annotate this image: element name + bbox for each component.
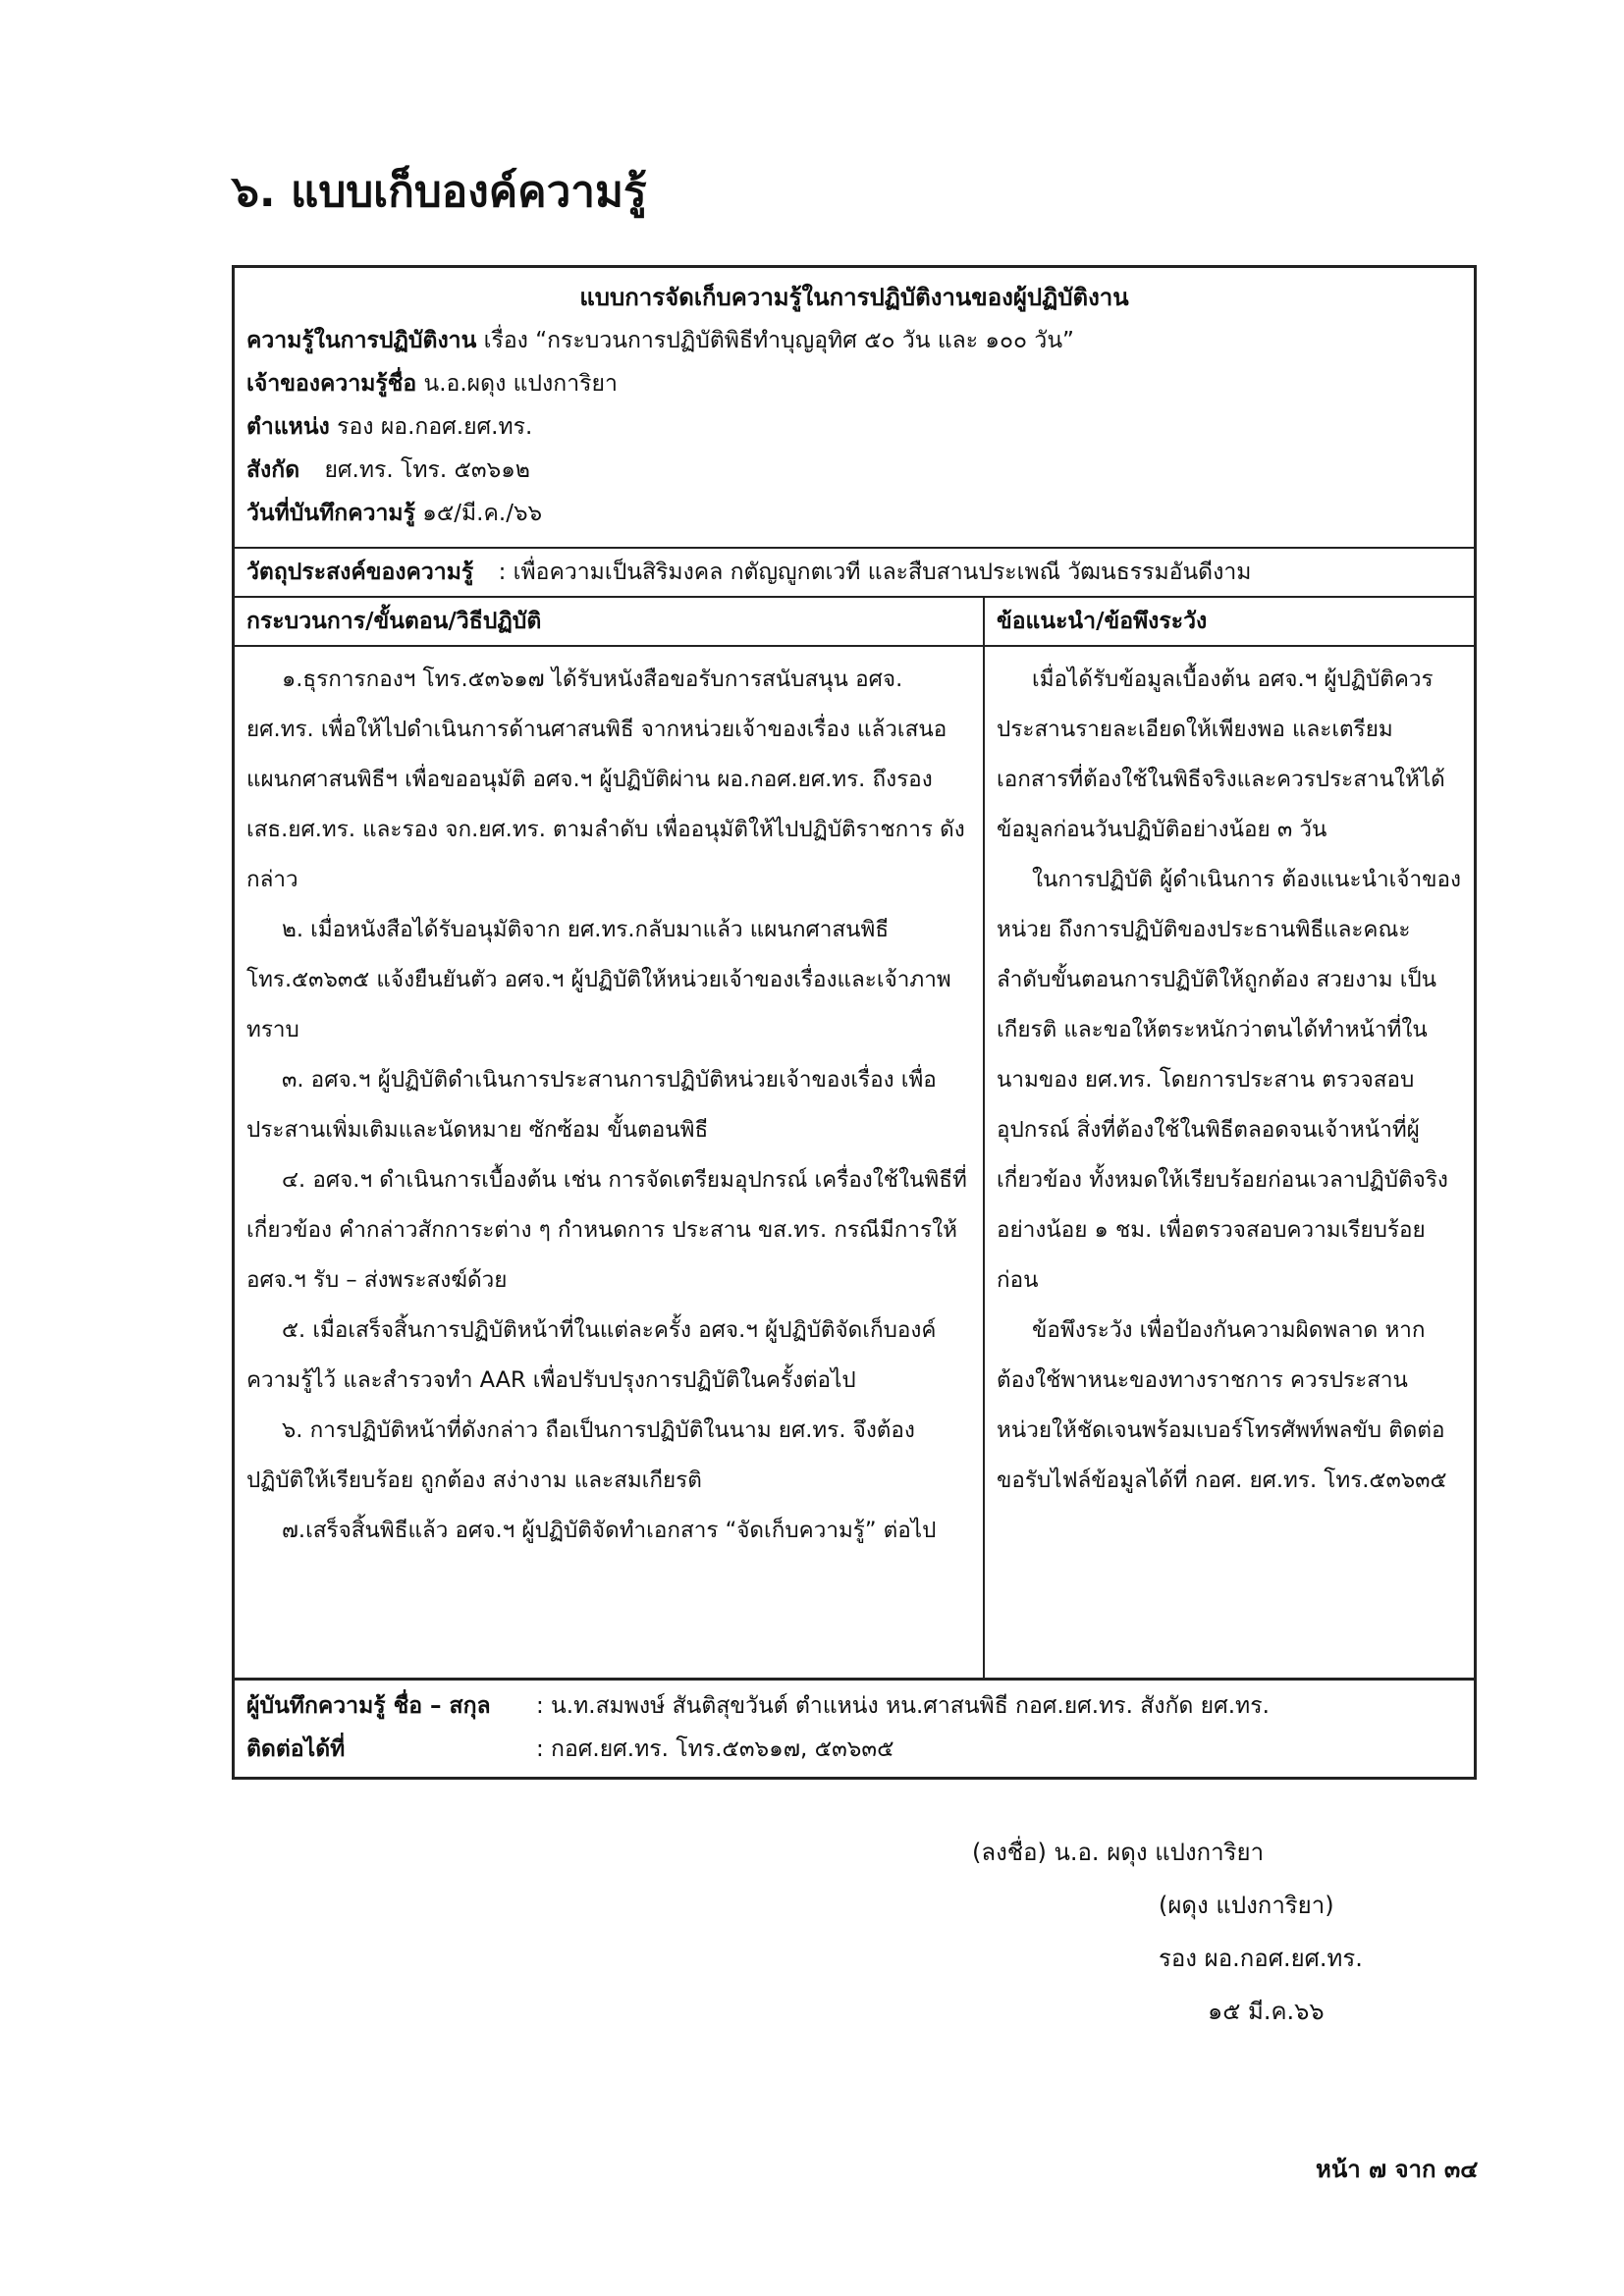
contact-line: [246, 1728, 1462, 1771]
position-value: รอง ผอ.กอศ.ยศ.ทร.: [337, 414, 533, 440]
owner-value: น.อ.ผดุง แปงการิยา: [423, 371, 618, 397]
process-step: ๔. อศจ.ฯ ดำเนินการเบื้องต้น เช่น การจัดเตรียมอุปกรณ์ เครื่องใช้ในพิธีที่เกี่ยวข้อง คำกล่าวสักการะต่าง ๆ กำหนดการ ประสาน ขส.ทร. กรณีมีการให้ อศจ.ฯ รับ – ส่งพระสงฆ์ด้วย: [246, 1167, 967, 1293]
contact-value: : กอศ.ยศ.ทร. โทร.๕๓๖๑๗, ๕๓๖๓๕: [536, 1736, 894, 1762]
date-value: ๑๕/มี.ค./๖๖: [422, 501, 543, 526]
advice-paragraph: เมื่อได้รับข้อมูลเบื้องต้น อศจ.ฯ ผู้ปฏิบัติควรประสานรายละเอียดให้เพียงพอ และเตรียมเอกสารที่ต้องใช้ในพิธีจริงและควรประสานให้ได้ข้อมูลก่อนวันปฏิบัติอย่างน้อย ๓ วัน: [997, 667, 1445, 842]
topic-line: [246, 319, 1462, 362]
objective-row: [235, 549, 1474, 598]
position-label: ตำแหน่ง: [246, 414, 330, 440]
signature-date: ๑๕ มี.ค.๖๖: [1208, 1998, 1325, 2025]
unit-label: สังกัด: [246, 457, 300, 483]
signed-line: (ลงชื่อ) น.อ. ผดุง แปงการิยา: [972, 1839, 1265, 1866]
date-label: วันที่บันทึกความรู้: [246, 501, 415, 526]
columns-body: [235, 647, 1474, 1681]
process-column: [235, 647, 985, 1678]
owner-label: เจ้าของความรู้ชื่อ: [246, 371, 417, 397]
unit-line: [246, 449, 1462, 492]
objective-value: : เพื่อความเป็นสิริมงคล กตัญญูกตเวที และสืบสานประเพณี วัฒนธรรมอันดีงาม: [498, 560, 1252, 585]
advice-column-header: ข้อแนะนำ/ข้อพึงระวัง: [997, 609, 1208, 634]
advice-paragraph: ในการปฏิบัติ ผู้ดำเนินการ ต้องแนะนำเจ้าของหน่วย ถึงการปฏิบัติของประธานพิธีและคณะ ลำดับขั้นตอนการปฏิบัติให้ถูกต้อง สวยงาม เป็นเกียรติ และขอให้ตระหนักว่าตนได้ทำหน้าที่ในนามของ ยศ.ทร. โดยการประสาน ตรวจสอบอุปกรณ์ สิ่งที่ต้องใช้ในพิธีตลอดจนเจ้าหน้าที่ผู้เกี่ยวข้อง ทั้งหมดให้เรียบร้อยก่อนเวลาปฏิบัติจริงอย่างน้อย ๑ ชม. เพื่อตรวจสอบความเรียบร้อยก่อน: [997, 867, 1462, 1293]
topic-value: เรื่อง “กระบวนการปฏิบัติพิธีทำบุญอุทิศ ๕๐ วัน และ ๑๐๐ วัน”: [483, 328, 1074, 353]
process-step: ๓. อศจ.ฯ ผู้ปฏิบัติดำเนินการประสานการปฏิบัติหน่วยเจ้าของเรื่อง เพื่อประสานเพิ่มเติมและนัดหมาย ซักซ้อม ขั้นตอนพิธี: [246, 1067, 937, 1143]
process-step: ๖. การปฏิบัติหน้าที่ดังกล่าว ถือเป็นการปฏิบัติในนาม ยศ.ทร. จึงต้องปฏิบัติให้เรียบร้อย ถูกต้อง สง่างาม และสมเกียรติ: [246, 1417, 915, 1493]
process-step: ๗.เสร็จสิ้นพิธีแล้ว อศจ.ฯ ผู้ปฏิบัติจัดทำเอกสาร “จัดเก็บความรู้” ต่อไป: [282, 1518, 937, 1543]
objective-label: วัตถุประสงค์ของความรู้: [246, 560, 474, 585]
recorder-section: [235, 1681, 1474, 1777]
topic-label: ความรู้ในการปฏิบัติงาน: [246, 328, 477, 353]
unit-value: ยศ.ทร. โทร. ๕๓๖๑๒: [324, 457, 530, 483]
columns-header: [235, 598, 1474, 647]
process-step: ๕. เมื่อเสร็จสิ้นการปฏิบัติหน้าที่ในแต่ละครั้ง อศจ.ฯ ผู้ปฏิบัติจัดเก็บองค์ความรู้ไว้ และสำรวจทำ AAR เพื่อปรับปรุงการปฏิบัติในครั้งต่อไป: [246, 1317, 937, 1393]
form-title: แบบการจัดเก็บความรู้ในการปฏิบัติงานของผู้ปฏิบัติงาน: [579, 284, 1129, 311]
recorder-label: ผู้บันทึกความรู้ ชื่อ – สกุล: [246, 1693, 491, 1719]
position-line: [246, 405, 1462, 449]
contact-label: ติดต่อได้ที่: [246, 1736, 346, 1762]
date-line: [246, 492, 1462, 535]
process-column-header: กระบวนการ/ขั้นตอน/วิธีปฏิบัติ: [235, 598, 985, 645]
signer-position: รอง ผอ.กอศ.ยศ.ทร.: [1159, 1945, 1363, 1972]
advice-column: [985, 647, 1474, 1678]
signer-name: (ผดุง แปงการิยา): [1159, 1892, 1334, 1919]
knowledge-form-table: [232, 265, 1477, 1780]
signature-block: [972, 1826, 1363, 2038]
recorder-line: [246, 1684, 1462, 1728]
owner-line: [246, 362, 1462, 405]
recorder-value: : น.ท.สมพงษ์ สันติสุขวันต์ ตำแหน่ง หน.ศาสนพิธี กอศ.ยศ.ทร. สังกัด ยศ.ทร.: [536, 1693, 1270, 1719]
form-header: [235, 268, 1474, 549]
page-number: หน้า ๗ จาก ๓๔: [1316, 2156, 1479, 2183]
advice-paragraph: ข้อพึงระวัง เพื่อป้องกันความผิดพลาด หากต้องใช้พาหนะของทางราชการ ควรประสานหน่วยให้ชัดเจนพร้อมเบอร์โทรศัพท์พลขับ ติดต่อขอรับไฟล์ข้อมูลได้ที่ กอศ. ยศ.ทร. โทร.๕๓๖๓๕: [997, 1317, 1447, 1493]
page-heading: ๖. แบบเก็บองค์ความรู้: [232, 167, 647, 217]
process-step: ๒. เมื่อหนังสือได้รับอนุมัติจาก ยศ.ทร.กลับมาแล้ว แผนกศาสนพิธี โทร.๕๓๖๓๕ แจ้งยืนยันตัว อศจ.ฯ ผู้ปฏิบัติให้หน่วยเจ้าของเรื่องและเจ้าภาพทราบ: [246, 917, 951, 1042]
process-step: ๑.ธุรการกองฯ โทร.๕๓๖๑๗ ได้รับหนังสือขอรับการสนับสนุน อศจ. ยศ.ทร. เพื่อให้ไปดำเนินการด้านศาสนพิธี จากหน่วยเจ้าของเรื่อง แล้วเสนอแผนกศาสนพิธีฯ เพื่อขออนุมัติ อศจ.ฯ ผู้ปฏิบัติผ่าน ผอ.กอศ.ยศ.ทร. ถึงรองเสธ.ยศ.ทร. และรอง จก.ยศ.ทร. ตามลำดับ เพื่ออนุมัติให้ไปปฏิบัติราชการ ดังกล่าว: [246, 667, 965, 892]
